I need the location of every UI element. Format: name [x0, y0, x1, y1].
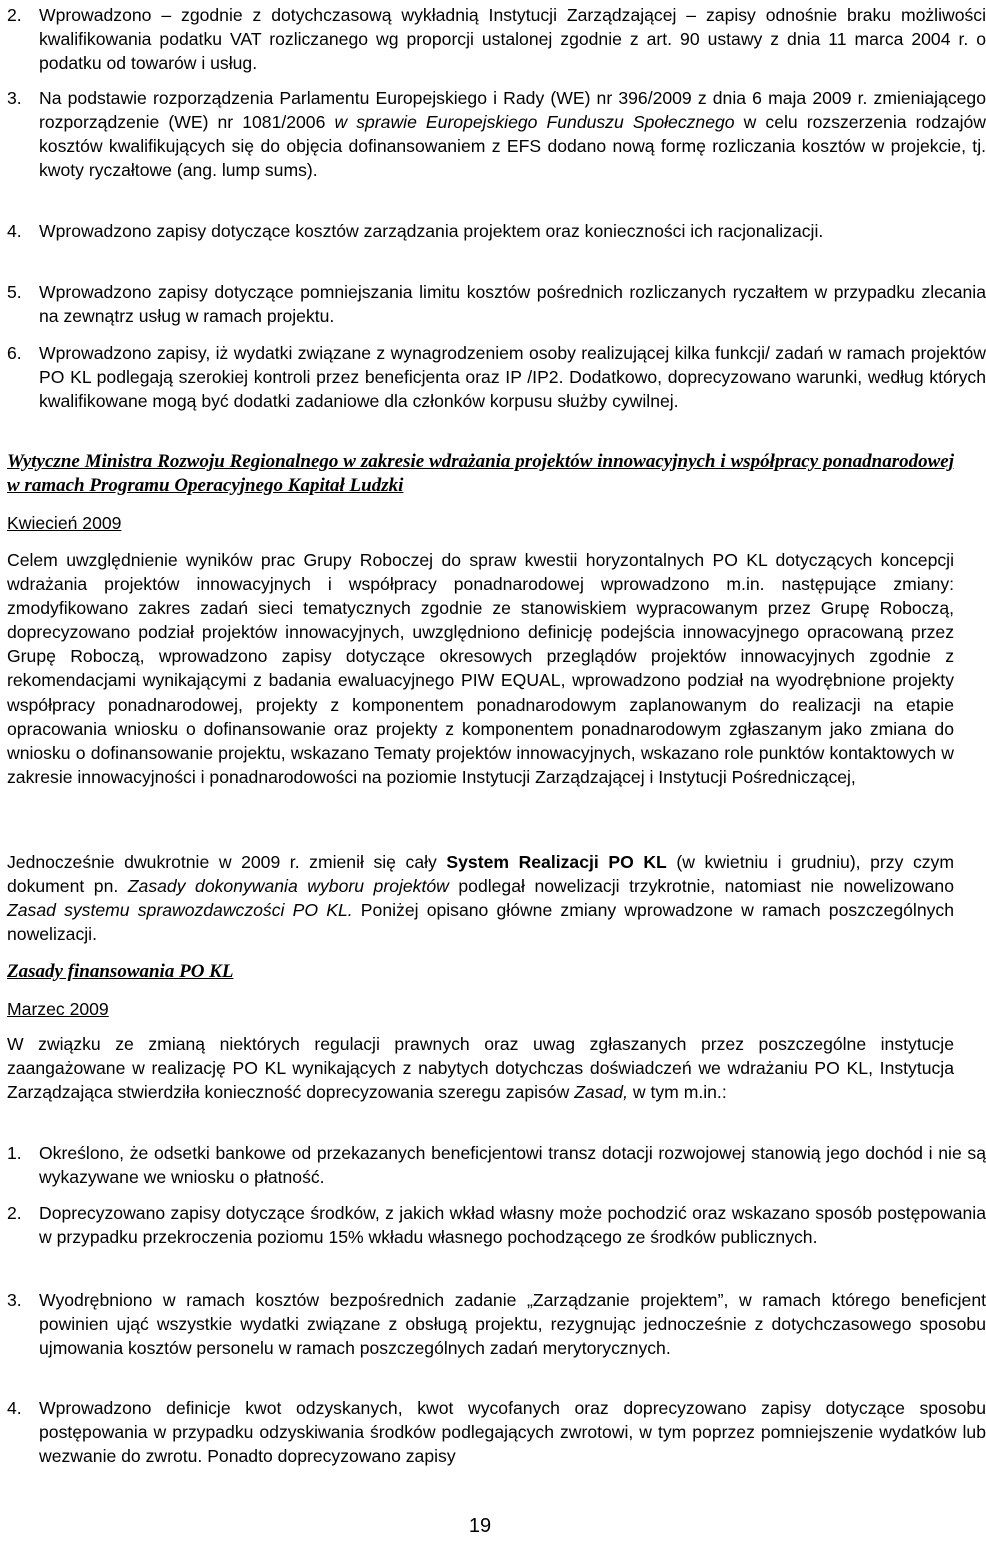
list-item	[7, 1141, 986, 1189]
section-date: Marzec 2009	[7, 999, 109, 1019]
list-text: Wprowadzono zapisy dotyczące kosztów zarządzania projektem oraz konieczności ich racjonalizacji.	[39, 221, 824, 241]
system-name: System Realizacji PO KL	[446, 852, 667, 872]
list-text: Na podstawie rozporządzenia Parlamentu Europejskiego i Rady (WE) nr 396/2009 z dnia 6 maja 2009 r. zmieniającego rozporządzenie (WE) nr 1081/2006 w sprawie Europejskiego Funduszu Społecznego w celu rozszerzenia rodzajów kosztów kwalifikujących się do objęcia dofinansowaniem z EFS dodano nową formę rozliczania kosztów w projekcie, tj. kwoty ryczałtowe (ang. lump sums).	[39, 88, 986, 181]
list-item	[7, 1201, 986, 1249]
list-number: 4.	[7, 1398, 22, 1418]
document-title: Zasad,	[574, 1082, 628, 1103]
list-item	[7, 341, 986, 413]
list-number: 2.	[7, 1203, 22, 1223]
list-item	[7, 1288, 986, 1360]
page-number: 19	[468, 1515, 492, 1537]
list-number: 3.	[7, 1290, 22, 1310]
list-item	[7, 280, 986, 328]
list-item	[7, 86, 986, 182]
paragraph: Jednocześnie dwukrotnie w 2009 r. zmienił się cały System Realizacji PO KL (w kwietniu i grudniu), przy czym dokument pn. Zasady dokonywania wyboru projektów podlegał nowelizacji trzykrotnie, natomiast nie nowelizowano Zasad systemu sprawozdawczości PO KL. Poniżej opisano główne zmiany wprowadzone w ramach poszczególnych nowelizacji.	[7, 852, 954, 945]
section-date: Kwiecień 2009	[7, 513, 122, 533]
document-title: Zasad systemu sprawozdawczości PO KL.	[7, 900, 353, 921]
section-heading: Wytyczne Ministra Rozwoju Regionalnego w zakresie wdrażania projektów innowacyjnych i współpracy ponadnarodowej w ramach Programu Operacyjnego Kapitał Ludzki	[7, 451, 954, 496]
list-number: 5.	[7, 282, 22, 302]
list-number: 6.	[7, 343, 22, 363]
list-number: 4.	[7, 221, 22, 241]
document-title: Zasady dokonywania wyboru projektów	[127, 876, 449, 897]
paragraph: Celem uwzględnienie wyników prac Grupy Roboczej do spraw kwestii horyzontalnych PO KL dotyczących koncepcji wdrażania projektów innowacyjnych i współpracy ponadnarodowej wprowadzono m.in. następujące zmiany: zmodyfikowano zakres zadań sieci tematycznych zgodnie ze stanowiskiem wypracowanym przez Grupę Roboczą, doprecyzowano podział projektów innowacyjnych, uwzględniono definicję podejścia innowacyjnego opracowaną przez Grupę Roboczą, wprowadzono zapisy dotyczące okresowych przeglądów projektów innowacyjnych zgodnie z rekomendacjami wynikającymi z badania ewaluacyjnego PIW EQUAL, wprowadzono podział na wyodrębnione projekty współpracy ponadnarodowej, projekty z komponentem ponadnarodowym zaplanowanym do realizacji na etapie opracowania wniosku o dofinansowanie oraz projekty z komponentem ponadnarodowym zgłaszanym jako zmiana do wniosku o dofinansowanie projektu, wskazano Tematy projektów innowacyjnych, wskazano role punktów kontaktowych w zakresie innowacyjności i ponadnarodowości na poziomie Instytucji Zarządzającej i Instytucji Pośredniczącej,	[7, 550, 954, 787]
list-text: Wprowadzono zapisy, iż wydatki związane z wynagrodzeniem osoby realizującej kilka funkcji/ zadań w ramach projektów PO KL podlegają szerokiej kontroli przez beneficjenta oraz IP /IP2. Dodatkowo, doprecyzowano warunki, według których kwalifikowane mogą być dodatki zadaniowe dla członków korpusu służby cywilnej.	[39, 343, 986, 412]
list-number: 3.	[7, 88, 22, 108]
list-text: Wprowadzono definicje kwot odzyskanych, kwot wycofanych oraz doprecyzowano zapisy dotyczące sposobu postępowania w przypadku odzyskiwania środków podlegających zwrotowi, w tym poprzez pomniejszenie wydatków lub wezwanie do zwrotu. Ponadto doprecyzowano zapisy	[39, 1398, 986, 1467]
list-item	[7, 1396, 986, 1468]
list-number: 2.	[7, 5, 22, 25]
list-text: Doprecyzowano zapisy dotyczące środków, z jakich wkład własny może pochodzić oraz wskazano sposób postępowania w przypadku przekroczenia poziomu 15% wkładu własnego pochodzącego ze środków publicznych.	[39, 1203, 986, 1248]
list-text: Określono, że odsetki bankowe od przekazanych beneficjentowi transz dotacji rozwojowej stanowią jego dochód i nie są wykazywane we wniosku o płatność.	[39, 1143, 986, 1188]
section-heading: Zasady finansowania PO KL	[7, 961, 234, 982]
regulation-title: w sprawie Europejskiego Funduszu Społecznego	[334, 112, 735, 133]
list-text: Wyodrębniono w ramach kosztów bezpośrednich zadanie „Zarządzanie projektem”, w ramach którego beneficjent powinien ująć wszystkie wydatki związane z obsługą projektu, rezygnując jednocześnie z dotychczasowego sposobu ujmowania kosztów personelu w ramach poszczególnych zadań merytorycznych.	[39, 1290, 986, 1359]
list-item	[7, 3, 986, 75]
paragraph: W związku ze zmianą niektórych regulacji prawnych oraz uwag zgłaszanych przez poszczególne instytucje zaangażowane w realizację PO KL wynikających z nabytych dotychczas doświadczeń we wdrażaniu PO KL, Instytucja Zarządzająca stwierdziła konieczność doprecyzowania szeregu zapisów Zasad, w tym m.in.:	[7, 1034, 954, 1103]
list-item	[7, 219, 986, 243]
list-text: Wprowadzono zapisy dotyczące pomniejszania limitu kosztów pośrednich rozliczanych ryczałtem w przypadku zlecania na zewnątrz usług w ramach projektu.	[39, 282, 986, 327]
list-text: Wprowadzono – zgodnie z dotychczasową wykładnią Instytucji Zarządzającej – zapisy odnośnie braku możliwości kwalifikowania podatku VAT rozliczanego wg proporcji ustalonej zgodnie z art. 90 ustawy z dnia 11 marca 2004 r. o podatku od towarów i usług.	[39, 5, 986, 74]
list-number: 1.	[7, 1143, 22, 1163]
